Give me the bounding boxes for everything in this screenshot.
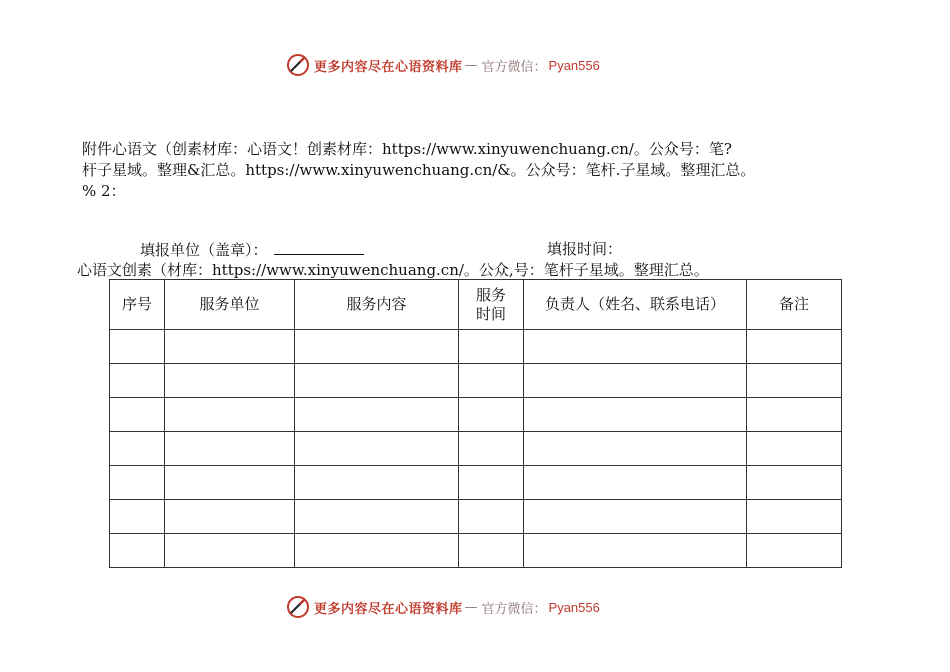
unit-label: 填报单位（盖章）： bbox=[140, 241, 268, 259]
table-cell[interactable] bbox=[459, 432, 524, 466]
intro-line-3: % 2： bbox=[82, 182, 126, 200]
table-cell[interactable] bbox=[524, 364, 747, 398]
table-cell[interactable] bbox=[747, 500, 842, 534]
table-cell[interactable] bbox=[110, 398, 165, 432]
table-cell[interactable] bbox=[295, 364, 459, 398]
service-table bbox=[109, 279, 842, 568]
table-cell[interactable] bbox=[165, 500, 295, 534]
table-row bbox=[110, 466, 842, 500]
table-cell[interactable] bbox=[295, 534, 459, 568]
table-header-row bbox=[110, 280, 842, 330]
table-cell[interactable] bbox=[524, 500, 747, 534]
header-service-time: 服务时间 bbox=[459, 280, 524, 330]
watermark-wechat-id: Pyan556 bbox=[548, 599, 600, 615]
header-remarks: 备注 bbox=[747, 280, 842, 330]
watermark-main-text: 更多内容尽在心语资料库 bbox=[314, 601, 463, 617]
table-cell[interactable] bbox=[747, 398, 842, 432]
table-cell[interactable] bbox=[295, 432, 459, 466]
table-cell[interactable] bbox=[295, 398, 459, 432]
table-cell[interactable] bbox=[459, 534, 524, 568]
table-cell[interactable] bbox=[165, 432, 295, 466]
table-cell[interactable] bbox=[110, 500, 165, 534]
table-body bbox=[110, 330, 842, 568]
unit-field bbox=[140, 239, 364, 260]
watermark-main-text: 更多内容尽在心语资料库 bbox=[314, 59, 463, 75]
source-note: 心语文创素（材库：https://www.xinyuwenchuang.cn/。公众,号：笔杆子星域。整理汇总。 bbox=[77, 261, 709, 279]
table-cell[interactable] bbox=[747, 432, 842, 466]
watermark-dash: — bbox=[464, 57, 478, 73]
header-responsible-person: 负责人（姓名、联系电话） bbox=[524, 280, 747, 330]
watermark-official-label: 官方微信： bbox=[481, 59, 547, 75]
table-cell[interactable] bbox=[524, 466, 747, 500]
table-cell[interactable] bbox=[524, 534, 747, 568]
table-row bbox=[110, 330, 842, 364]
table-cell[interactable] bbox=[110, 534, 165, 568]
brush-logo-icon bbox=[286, 595, 310, 619]
table-cell[interactable] bbox=[524, 330, 747, 364]
table-cell[interactable] bbox=[747, 466, 842, 500]
header-serial: 序号 bbox=[110, 280, 165, 330]
table-row bbox=[110, 398, 842, 432]
table-cell[interactable] bbox=[459, 330, 524, 364]
header-service-unit: 服务单位 bbox=[165, 280, 295, 330]
table-cell[interactable] bbox=[459, 500, 524, 534]
table-cell[interactable] bbox=[524, 432, 747, 466]
watermark-header bbox=[286, 52, 600, 78]
table-cell[interactable] bbox=[165, 364, 295, 398]
table-cell[interactable] bbox=[110, 466, 165, 500]
table-cell[interactable] bbox=[459, 398, 524, 432]
table-cell[interactable] bbox=[295, 466, 459, 500]
table-cell[interactable] bbox=[459, 364, 524, 398]
table-cell[interactable] bbox=[747, 330, 842, 364]
table-cell[interactable] bbox=[459, 466, 524, 500]
watermark-wechat-id: Pyan556 bbox=[548, 57, 600, 73]
table-cell[interactable] bbox=[165, 466, 295, 500]
table-cell[interactable] bbox=[110, 432, 165, 466]
time-label: 填报时间： bbox=[547, 240, 623, 258]
watermark-official-label: 官方微信： bbox=[481, 601, 547, 617]
watermark-footer bbox=[286, 594, 600, 620]
table-row bbox=[110, 364, 842, 398]
intro-paragraph bbox=[82, 139, 862, 202]
time-field bbox=[547, 239, 622, 259]
table-cell[interactable] bbox=[165, 330, 295, 364]
table-row bbox=[110, 534, 842, 568]
table-cell[interactable] bbox=[165, 534, 295, 568]
table-cell[interactable] bbox=[295, 330, 459, 364]
table-cell[interactable] bbox=[295, 500, 459, 534]
table-cell[interactable] bbox=[747, 534, 842, 568]
table-row bbox=[110, 432, 842, 466]
table-cell[interactable] bbox=[165, 398, 295, 432]
table-cell[interactable] bbox=[524, 398, 747, 432]
table-cell[interactable] bbox=[110, 330, 165, 364]
intro-line-2: 杆子星域。整理&汇总。https://www.xinyuwenchuang.cn/&。公众号：笔杆.子星域。整理汇总。 bbox=[82, 161, 756, 179]
watermark-dash: — bbox=[464, 599, 478, 615]
table-row bbox=[110, 500, 842, 534]
table-cell[interactable] bbox=[110, 364, 165, 398]
table-cell[interactable] bbox=[747, 364, 842, 398]
header-service-content: 服务内容 bbox=[295, 280, 459, 330]
intro-line-1: 附件心语文（创素材库：心语文！创素材库：https://www.xinyuwenchuang.cn/。公众号：笔? bbox=[82, 140, 732, 158]
brush-logo-icon bbox=[286, 53, 310, 77]
unit-blank-line[interactable] bbox=[274, 239, 364, 255]
